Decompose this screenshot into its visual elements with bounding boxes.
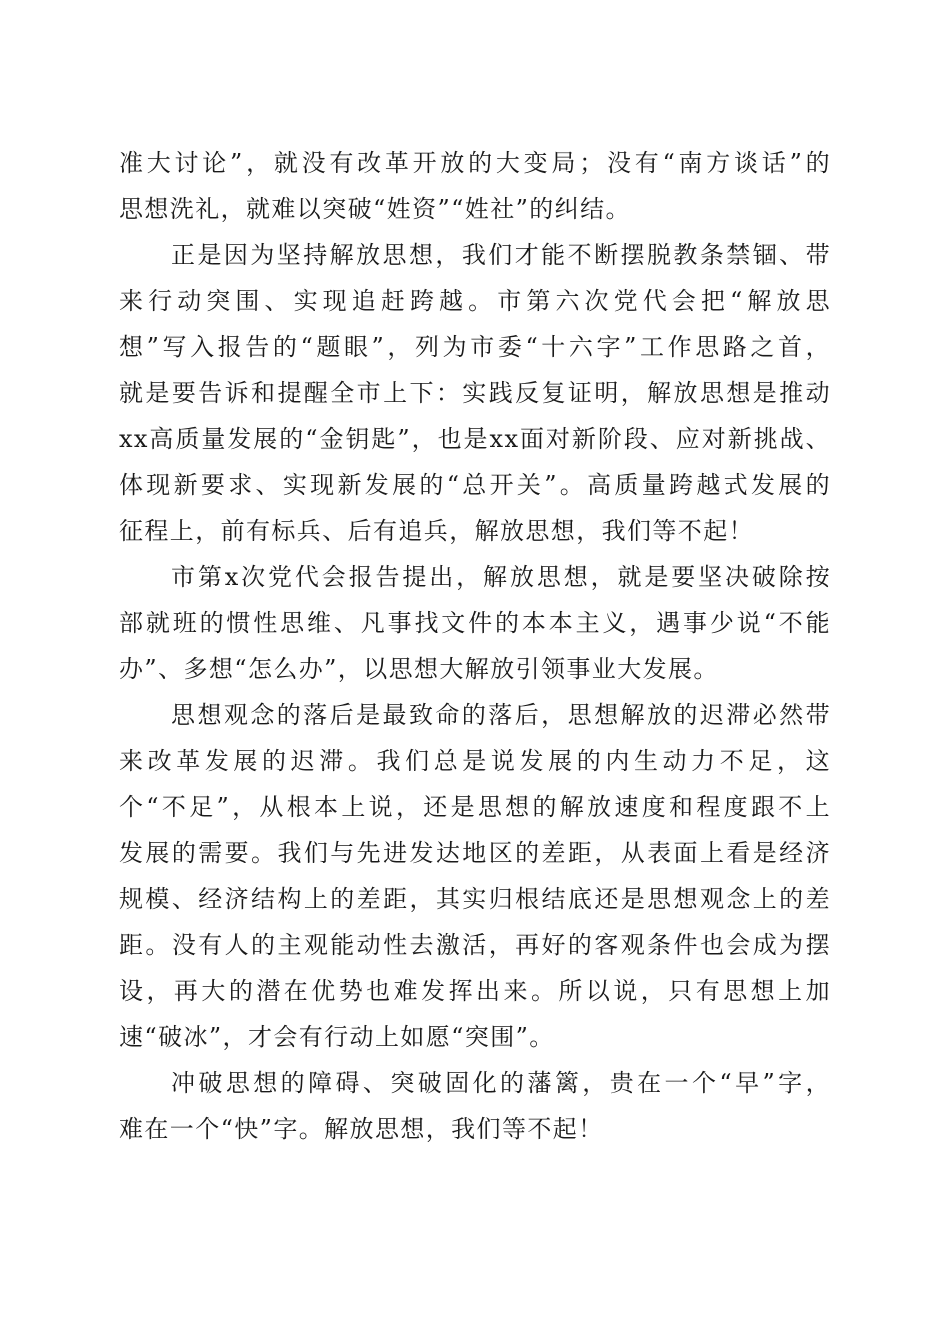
text-line: 难在一个“快”字。解放思想，我们等不起！ [119, 1115, 604, 1143]
text-line: 想”写入报告的“题眼”，列为市委“十六字”工作思路之首， [119, 333, 831, 361]
paragraph-start-line: 正是因为坚持解放思想，我们才能不断摆脱教条禁锢、带 [171, 241, 831, 269]
text-line: xx高质量发展的“金钥匙”，也是xx面对新阶段、应对新挑战、 [119, 425, 831, 453]
text-line: 思想洗礼，就难以突破“姓资”“姓社”的纠结。 [119, 195, 631, 223]
body-text [119, 140, 831, 1152]
text-line: 征程上，前有标兵、后有追兵，解放思想，我们等不起！ [119, 517, 754, 545]
text-line: 来行动突围、实现追赶跨越。市第六次党代会把“解放思 [119, 287, 831, 315]
text-line: 体现新要求、实现新发展的“总开关”。高质量跨越式发展的 [119, 471, 831, 499]
text-line: 个“不足”，从根本上说，还是思想的解放速度和程度跟不上 [119, 793, 831, 821]
text-line: 速“破冰”，才会有行动上如愿“突围”。 [119, 1023, 555, 1051]
text-line: 规模、经济结构上的差距，其实归根结底还是思想观念上的差 [119, 885, 831, 913]
text-line: 办”、多想“怎么办”，以思想大解放引领事业大发展。 [119, 655, 719, 683]
text-line: 来改革发展的迟滞。我们总是说发展的内生动力不足，这 [119, 747, 831, 775]
text-line: 就是要告诉和提醒全市上下：实践反复证明，解放思想是推动 [119, 379, 831, 407]
paragraph-start-line: 市第x次党代会报告提出，解放思想，就是要坚决破除按 [171, 563, 831, 591]
text-line: 设，再大的潜在优势也难发挥出来。所以说，只有思想上加 [119, 977, 831, 1005]
text-line: 准大讨论”，就没有改革开放的大变局；没有“南方谈话”的 [119, 149, 831, 177]
paragraph-start-line: 冲破思想的障碍、突破固化的藩篱，贵在一个“早”字， [171, 1069, 831, 1097]
text-line: 发展的需要。我们与先进发达地区的差距，从表面上看是经济 [119, 839, 831, 867]
text-line: 部就班的惯性思维、凡事找文件的本本主义，遇事少说“不能 [119, 609, 831, 637]
text-line: 距。没有人的主观能动性去激活，再好的客观条件也会成为摆 [119, 931, 831, 959]
paragraph-start-line: 思想观念的落后是最致命的落后，思想解放的迟滞必然带 [171, 701, 831, 729]
